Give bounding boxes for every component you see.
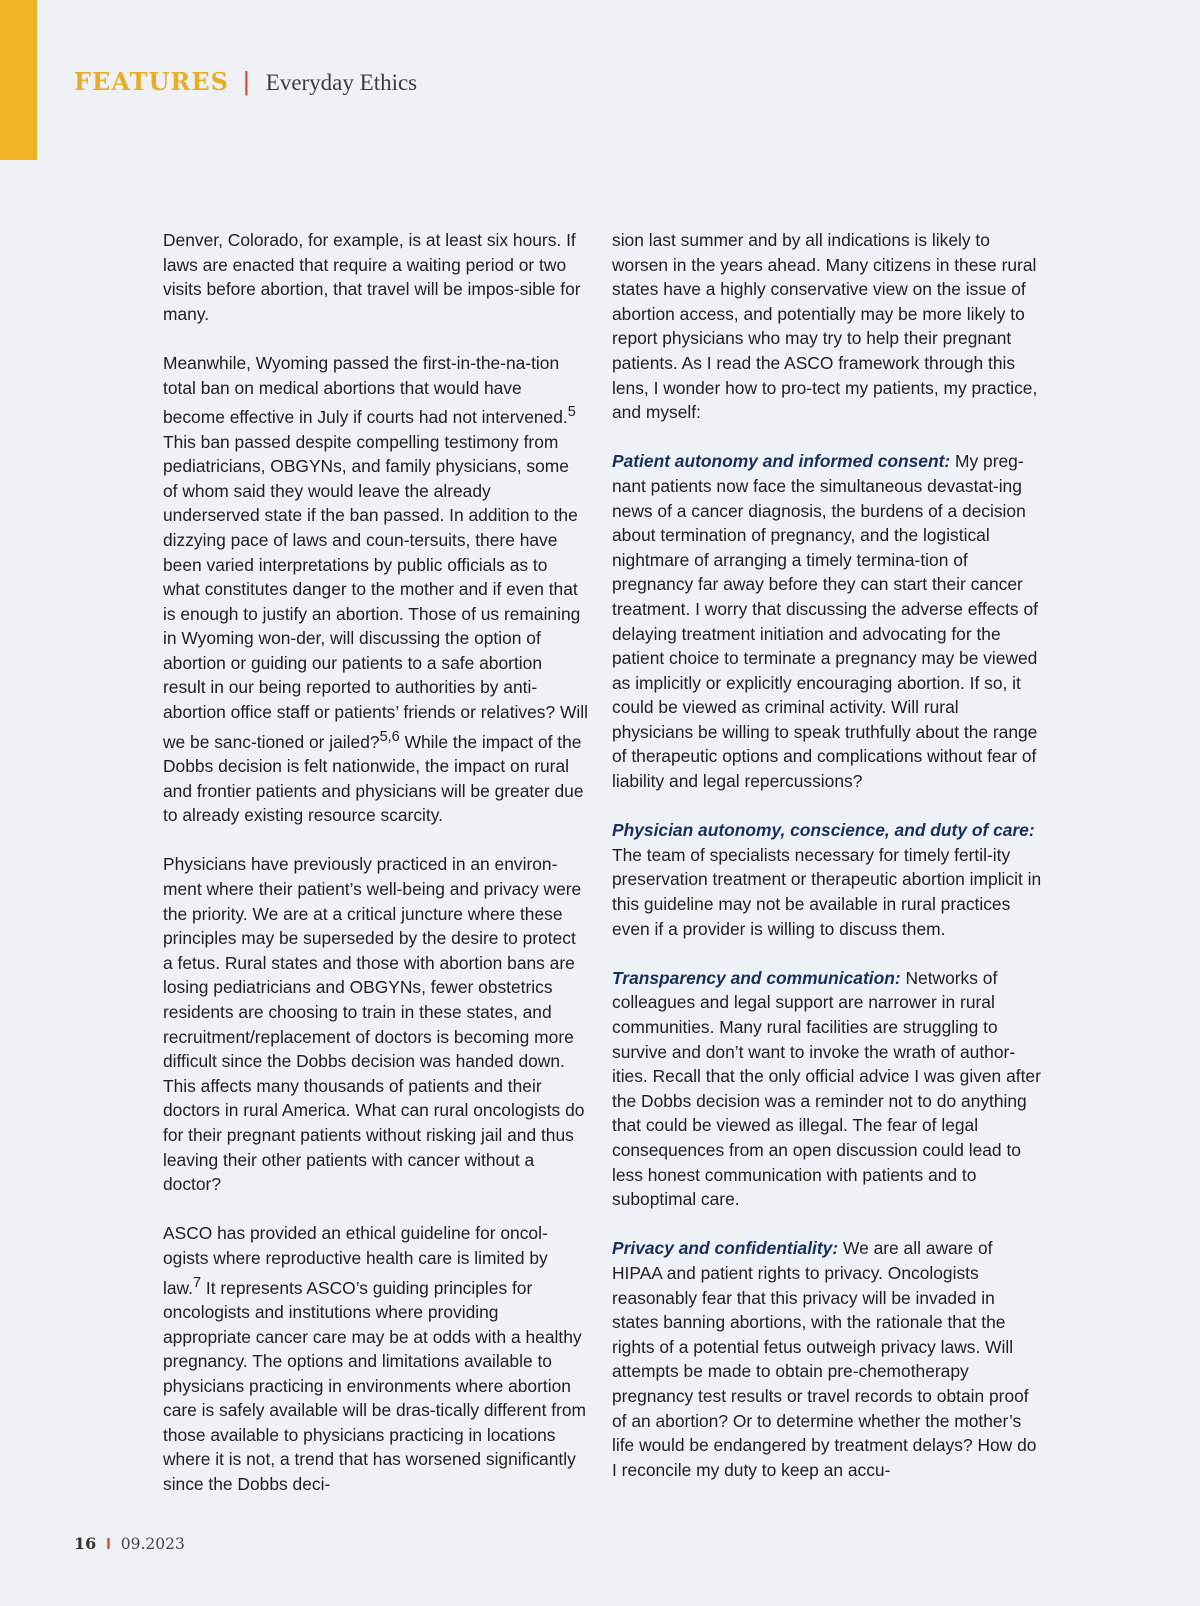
paragraph [612,966,1044,1212]
footnote-ref: 7 [192,1274,202,1291]
paragraph-text: It represents ASCO’s guiding principles for oncologists and institutions where providing appropriate cancer care may be at odds with a healthy pregnancy. The options and limitations available to physicians practicing in environments where abortion care is safely available will be dras-tically different from those available to physicians practicing in locations where it is not, a trend that has worsened significantly since the Dobbs deci- [163,1277,587,1495]
header-divider: | [243,66,250,96]
page-footer [74,1534,185,1554]
footnote-ref: 5,6 [379,728,400,745]
page-header [74,66,417,97]
run-in-heading: Physician autonomy, conscience, and duty of care: [612,820,1035,841]
paragraph-text: ASCO has provided an ethical guideline for oncol-ogists where reproductive health care is limited by law. [163,1223,548,1298]
footer-divider: I [106,1536,111,1553]
subsection-title: Everyday Ethics [265,70,418,95]
run-in-heading: Patient autonomy and informed consent: [612,451,951,472]
paragraph [612,1236,1044,1482]
paragraph [163,351,588,828]
paragraph-text: Networks of colleagues and legal support are narrower in rural communities. Many rural facilities are struggling to survive and don’t want to invoke the wrath of author-ities. Recall that the only official advice I was given after the Dobbs decision was a reminder not to do anything that could be viewed as illegal. The fear of legal consequences from an open discussion could lead to less honest communication with patients and to suboptimal care. [612,967,1041,1210]
paragraph-text: The team of specialists necessary for timely fertil-ity preservation treatment or therapeutic abortion implicit in this guideline may not be available in rural practices even if a provider is willing to discuss them. [612,844,1042,939]
paragraph-text: We are all aware of HIPAA and patient rights to privacy. Oncologists reasonably fear that this privacy will be invaded in states banning abortions, with the rationale that the rights of a potential fetus outweigh privacy laws. Will attempts be made to obtain pre-chemotherapy pregnancy test results or travel records to obtain proof of an abortion? Or to determine whether the mother’s life would be endangered by treatment delays? How do I reconcile my duty to keep an accu- [612,1238,1037,1480]
paragraph [163,1221,588,1496]
paragraph-text: My preg-nant patients now face the simultaneous devastat-ing news of a cancer diagnosis, the burdens of a decision about termination of pregnancy, and the logistical nightmare of arranging a timely termina-tion of pregnancy far away before they can start their cancer treatment. I worry that discussing the adverse effects of delaying treatment initiation and advocating for the patient choice to terminate a pregnancy may be viewed as implicitly or explicitly encouraging abortion. If so, it could be viewed as criminal activity. Will rural physicians be willing to speak truthfully about the range of therapeutic options and complications without fear of liability and legal repercussions? [612,451,1038,792]
issue-date: 09.2023 [120,1535,185,1553]
paragraph-text: Meanwhile, Wyoming passed the first-in-the-na-tion total ban on medical abortions that would have become effective in July if courts had not intervened. [163,352,568,427]
footnote-ref: 5 [567,404,576,421]
paragraph: Denver, Colorado, for example, is at least six hours. If laws are enacted that require a waiting period or two visits before abortion, that travel will be impos-sible for many. [163,230,581,324]
paragraph: Physicians have previously practiced in an environ-ment where their patient’s well-being and privacy were the priority. We are at a critical juncture where these principles may be superseded by the desire to protect a fetus. Rural states and those with abortion bans are losing pediatricians and OBGYNs, fewer obstetrics residents are choosing to train in these states, and recruitment/replacement of doctors is becoming more difficult since the Dobbs decision was handed down. This affects many thousands of patients and their doctors in rural America. What can rural oncologists do for their pregnant patients without risking jail and thus leaving their other patients with cancer without a doctor? [163,854,585,1195]
paragraph: sion last summer and by all indications is likely to worsen in the years ahead. Many citizens in these rural states have a highly conservative view on the issue of abortion access, and potentially may be more likely to report physicians who may try to help their pregnant patients. As I read the ASCO framework through this lens, I wonder how to pro-tect my patients, my practice, and myself: [612,230,1038,423]
paragraph [612,818,1044,941]
paragraph-text: While the impact of the Dobbs decision is felt nationwide, the impact on rural and frontier patients and physicians will be greater due to already existing resource scarcity. [163,731,584,826]
run-in-heading: Privacy and confidentiality: [612,1238,839,1259]
left-column [163,228,588,1497]
section-label: FEATURES [74,67,229,96]
paragraph [612,449,1044,793]
run-in-heading: Transparency and communication: [612,967,901,988]
accent-bar [0,0,37,160]
page-number: 16 [74,1534,97,1553]
paragraph-text: This ban passed despite compelling testimony from pediatricians, OBGYNs, and family physicians, some of whom said they would leave the already underserved state if the ban passed. In addition to the dizzying pace of laws and coun-tersuits, there have been varied interpretations by public officials as to what constitutes danger to the mother and if even that is enough to justify an abortion. Those of us remaining in Wyoming won-der, will discussing the option of abortion or guiding our patients to a safe abortion result in our being reported to authorities by anti-abortion office staff or patients’ friends or relatives? Will we be sanc-tioned or jailed? [163,431,588,752]
right-column [612,228,1044,1482]
